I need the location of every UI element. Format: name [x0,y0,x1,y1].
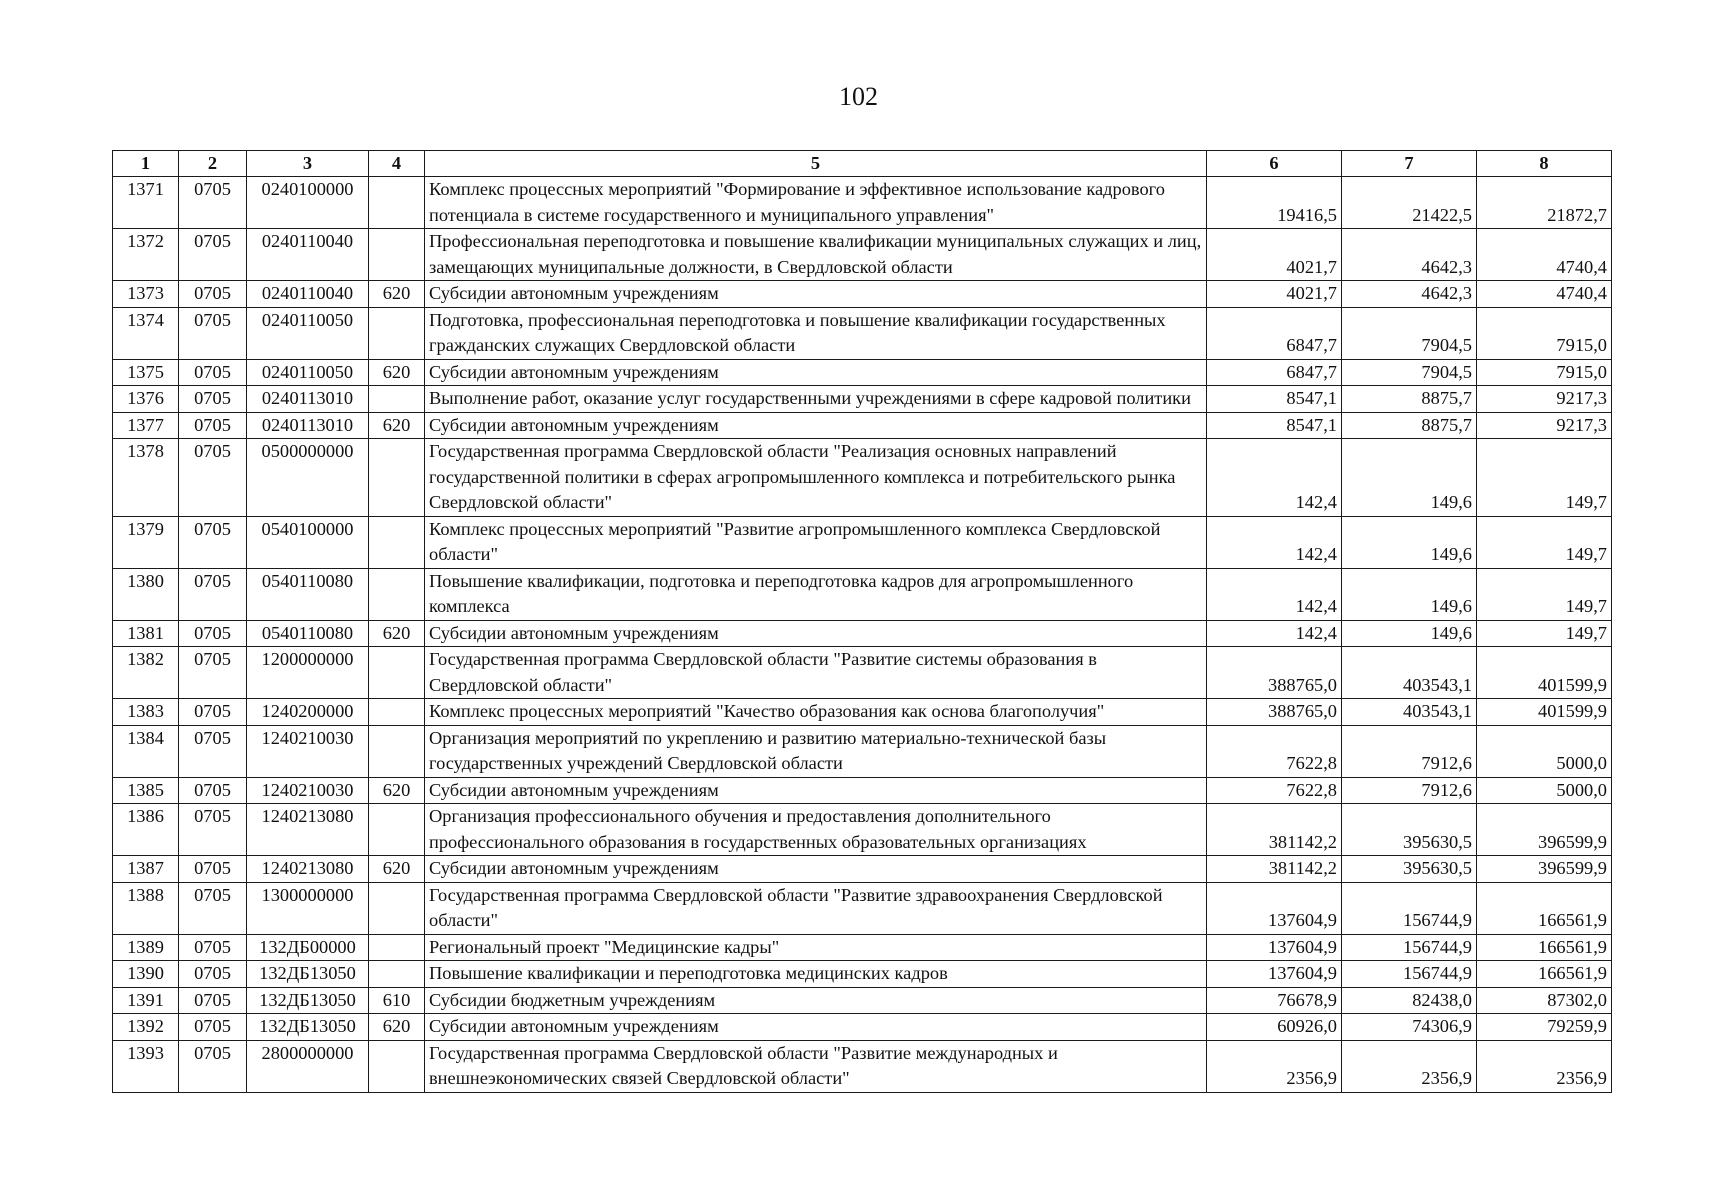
item-name: Субсидии автономным учреждениям [425,281,1207,308]
amount-column-7: 403543,1 [1342,699,1477,726]
amount-column-6: 137604,9 [1207,961,1342,988]
amount-column-7: 82438,0 [1342,987,1477,1014]
amount-column-8: 87302,0 [1477,987,1612,1014]
expense-type-code [369,439,425,517]
target-article-code: 1300000000 [247,882,369,934]
target-article-code: 0240113010 [247,386,369,413]
amount-column-7: 2356,9 [1342,1040,1477,1092]
amount-column-8: 4740,4 [1477,229,1612,281]
expense-type-code [369,725,425,777]
table-header [113,151,1612,177]
amount-column-7: 149,6 [1342,439,1477,517]
row-number: 1389 [113,934,179,961]
target-article-code: 0500000000 [247,439,369,517]
section-code: 0705 [179,386,247,413]
section-code: 0705 [179,439,247,517]
target-article-code: 132ДБ13050 [247,1014,369,1041]
header-row [113,151,1612,177]
item-name: Организация профессионального обучения и предоставления дополнительного профессионального образования в государственных образовательных организациях [425,804,1207,856]
column-header-5: 5 [425,151,1207,177]
column-header-1: 1 [113,151,179,177]
amount-column-6: 4021,7 [1207,281,1342,308]
amount-column-8: 9217,3 [1477,412,1612,439]
amount-column-7: 4642,3 [1342,229,1477,281]
section-code: 0705 [179,281,247,308]
section-code: 0705 [179,804,247,856]
amount-column-8: 149,7 [1477,439,1612,517]
amount-column-6: 142,4 [1207,568,1342,620]
amount-column-8: 149,7 [1477,620,1612,647]
row-number: 1382 [113,647,179,699]
item-name: Субсидии автономным учреждениям [425,1014,1207,1041]
amount-column-8: 7915,0 [1477,359,1612,386]
expense-type-code [369,307,425,359]
section-code: 0705 [179,647,247,699]
column-header-7: 7 [1342,151,1477,177]
amount-column-8: 149,7 [1477,516,1612,568]
target-article-code: 132ДБ13050 [247,961,369,988]
expense-type-code [369,177,425,229]
row-number: 1387 [113,856,179,883]
row-number: 1385 [113,777,179,804]
amount-column-8: 166561,9 [1477,961,1612,988]
item-name: Государственная программа Свердловской области "Развитие системы образования в Свердловской области" [425,647,1207,699]
row-number: 1380 [113,568,179,620]
table-row [113,882,1612,934]
expense-type-code [369,516,425,568]
amount-column-8: 5000,0 [1477,777,1612,804]
expense-type-code: 620 [369,359,425,386]
amount-column-8: 166561,9 [1477,934,1612,961]
expense-type-code [369,647,425,699]
item-name: Субсидии автономным учреждениям [425,620,1207,647]
section-code: 0705 [179,359,247,386]
target-article-code: 1240210030 [247,777,369,804]
amount-column-6: 381142,2 [1207,804,1342,856]
table-row [113,777,1612,804]
table-row [113,177,1612,229]
table-row [113,804,1612,856]
amount-column-7: 8875,7 [1342,412,1477,439]
expense-type-code [369,568,425,620]
item-name: Профессиональная переподготовка и повышение квалификации муниципальных служащих и лиц, замещающих муниципальные должности, в Свердловской области [425,229,1207,281]
item-name: Субсидии автономным учреждениям [425,359,1207,386]
amount-column-6: 6847,7 [1207,307,1342,359]
amount-column-8: 7915,0 [1477,307,1612,359]
table-row [113,987,1612,1014]
target-article-code: 1200000000 [247,647,369,699]
section-code: 0705 [179,177,247,229]
target-article-code: 1240213080 [247,804,369,856]
amount-column-6: 76678,9 [1207,987,1342,1014]
amount-column-7: 403543,1 [1342,647,1477,699]
item-name: Субсидии автономным учреждениям [425,777,1207,804]
expense-type-code: 620 [369,1014,425,1041]
row-number: 1386 [113,804,179,856]
target-article-code: 0540100000 [247,516,369,568]
section-code: 0705 [179,516,247,568]
amount-column-8: 396599,9 [1477,804,1612,856]
row-number: 1372 [113,229,179,281]
item-name: Региональный проект "Медицинские кадры" [425,934,1207,961]
target-article-code: 1240200000 [247,699,369,726]
amount-column-8: 5000,0 [1477,725,1612,777]
section-code: 0705 [179,882,247,934]
expense-type-code [369,699,425,726]
target-article-code: 0240110050 [247,307,369,359]
item-name: Государственная программа Свердловской области "Реализация основных направлений государственной политики в сферах агропромышленного комплекса и потребительского рынка Свердловской области" [425,439,1207,517]
item-name: Государственная программа Свердловской области "Развитие здравоохранения Свердловской области" [425,882,1207,934]
expense-type-code: 620 [369,777,425,804]
target-article-code: 1240210030 [247,725,369,777]
section-code: 0705 [179,412,247,439]
target-article-code: 132ДБ00000 [247,934,369,961]
row-number: 1376 [113,386,179,413]
section-code: 0705 [179,568,247,620]
section-code: 0705 [179,1014,247,1041]
item-name: Подготовка, профессиональная переподготовка и повышение квалификации государственных гражданских служащих Свердловской области [425,307,1207,359]
amount-column-6: 4021,7 [1207,229,1342,281]
amount-column-7: 8875,7 [1342,386,1477,413]
table-row [113,307,1612,359]
item-name: Субсидии бюджетным учреждениям [425,987,1207,1014]
amount-column-7: 149,6 [1342,568,1477,620]
section-code: 0705 [179,777,247,804]
table-row [113,359,1612,386]
expense-type-code: 620 [369,281,425,308]
table-row [113,412,1612,439]
table-row [113,961,1612,988]
column-header-8: 8 [1477,151,1612,177]
row-number: 1390 [113,961,179,988]
budget-table [112,150,1612,1093]
amount-column-7: 395630,5 [1342,804,1477,856]
expense-type-code [369,1040,425,1092]
target-article-code: 0240110040 [247,229,369,281]
target-article-code: 2800000000 [247,1040,369,1092]
amount-column-7: 156744,9 [1342,882,1477,934]
target-article-code: 132ДБ13050 [247,987,369,1014]
table-row [113,281,1612,308]
item-name: Субсидии автономным учреждениям [425,412,1207,439]
amount-column-8: 149,7 [1477,568,1612,620]
amount-column-7: 7904,5 [1342,307,1477,359]
amount-column-7: 7904,5 [1342,359,1477,386]
target-article-code: 0240113010 [247,412,369,439]
section-code: 0705 [179,725,247,777]
amount-column-6: 19416,5 [1207,177,1342,229]
section-code: 0705 [179,987,247,1014]
item-name: Выполнение работ, оказание услуг государственными учреждениями в сфере кадровой политики [425,386,1207,413]
target-article-code: 0240110040 [247,281,369,308]
table-row [113,699,1612,726]
item-name: Комплекс процессных мероприятий "Развитие агропромышленного комплекса Свердловской области" [425,516,1207,568]
table-row [113,1040,1612,1092]
row-number: 1391 [113,987,179,1014]
expense-type-code [369,804,425,856]
row-number: 1381 [113,620,179,647]
amount-column-8: 9217,3 [1477,386,1612,413]
item-name: Организация мероприятий по укреплению и развитию материально-технической базы государственных учреждений Свердловской области [425,725,1207,777]
amount-column-6: 381142,2 [1207,856,1342,883]
row-number: 1378 [113,439,179,517]
table-row [113,568,1612,620]
amount-column-7: 156744,9 [1342,961,1477,988]
amount-column-6: 137604,9 [1207,934,1342,961]
table-row [113,439,1612,517]
amount-column-6: 142,4 [1207,620,1342,647]
row-number: 1392 [113,1014,179,1041]
amount-column-6: 388765,0 [1207,699,1342,726]
amount-column-6: 2356,9 [1207,1040,1342,1092]
page-number: 102 [839,82,878,111]
amount-column-6: 7622,8 [1207,725,1342,777]
amount-column-7: 74306,9 [1342,1014,1477,1041]
amount-column-6: 388765,0 [1207,647,1342,699]
item-name: Субсидии автономным учреждениям [425,856,1207,883]
amount-column-8: 401599,9 [1477,699,1612,726]
expense-type-code: 620 [369,856,425,883]
item-name: Государственная программа Свердловской области "Развитие международных и внешнеэкономических связей Свердловской области" [425,1040,1207,1092]
column-header-4: 4 [369,151,425,177]
amount-column-8: 396599,9 [1477,856,1612,883]
table-row [113,516,1612,568]
target-article-code: 0240110050 [247,359,369,386]
amount-column-6: 6847,7 [1207,359,1342,386]
column-header-2: 2 [179,151,247,177]
amount-column-7: 21422,5 [1342,177,1477,229]
amount-column-6: 142,4 [1207,516,1342,568]
target-article-code: 1240213080 [247,856,369,883]
amount-column-8: 2356,9 [1477,1040,1612,1092]
column-header-6: 6 [1207,151,1342,177]
row-number: 1384 [113,725,179,777]
row-number: 1388 [113,882,179,934]
expense-type-code [369,934,425,961]
amount-column-7: 149,6 [1342,516,1477,568]
item-name: Комплекс процессных мероприятий "Качество образования как основа благополучия" [425,699,1207,726]
table-row [113,1014,1612,1041]
item-name: Комплекс процессных мероприятий "Формирование и эффективное использование кадрового потенциала в системе государственного и муниципального управления" [425,177,1207,229]
amount-column-8: 4740,4 [1477,281,1612,308]
table-row [113,620,1612,647]
amount-column-7: 7912,6 [1342,725,1477,777]
section-code: 0705 [179,856,247,883]
section-code: 0705 [179,1040,247,1092]
table-body [113,177,1612,1093]
expense-type-code [369,386,425,413]
item-name: Повышение квалификации, подготовка и переподготовка кадров для агропромышленного комплекса [425,568,1207,620]
amount-column-6: 7622,8 [1207,777,1342,804]
amount-column-8: 79259,9 [1477,1014,1612,1041]
expense-type-code [369,882,425,934]
table-row [113,386,1612,413]
section-code: 0705 [179,699,247,726]
amount-column-7: 7912,6 [1342,777,1477,804]
row-number: 1374 [113,307,179,359]
table-row [113,934,1612,961]
row-number: 1373 [113,281,179,308]
expense-type-code: 620 [369,412,425,439]
table-row [113,229,1612,281]
expense-type-code [369,961,425,988]
section-code: 0705 [179,934,247,961]
amount-column-6: 60926,0 [1207,1014,1342,1041]
row-number: 1371 [113,177,179,229]
row-number: 1383 [113,699,179,726]
section-code: 0705 [179,307,247,359]
expense-type-code: 620 [369,620,425,647]
amount-column-7: 156744,9 [1342,934,1477,961]
section-code: 0705 [179,620,247,647]
amount-column-8: 401599,9 [1477,647,1612,699]
target-article-code: 0240100000 [247,177,369,229]
section-code: 0705 [179,961,247,988]
table-row [113,725,1612,777]
amount-column-6: 8547,1 [1207,412,1342,439]
amount-column-6: 142,4 [1207,439,1342,517]
amount-column-8: 166561,9 [1477,882,1612,934]
row-number: 1379 [113,516,179,568]
amount-column-6: 137604,9 [1207,882,1342,934]
table-row [113,856,1612,883]
target-article-code: 0540110080 [247,568,369,620]
amount-column-7: 4642,3 [1342,281,1477,308]
item-name: Повышение квалификации и переподготовка медицинских кадров [425,961,1207,988]
expense-type-code: 610 [369,987,425,1014]
amount-column-6: 8547,1 [1207,386,1342,413]
amount-column-7: 149,6 [1342,620,1477,647]
row-number: 1375 [113,359,179,386]
column-header-3: 3 [247,151,369,177]
row-number: 1393 [113,1040,179,1092]
section-code: 0705 [179,229,247,281]
row-number: 1377 [113,412,179,439]
table-row [113,647,1612,699]
target-article-code: 0540110080 [247,620,369,647]
amount-column-8: 21872,7 [1477,177,1612,229]
amount-column-7: 395630,5 [1342,856,1477,883]
expense-type-code [369,229,425,281]
